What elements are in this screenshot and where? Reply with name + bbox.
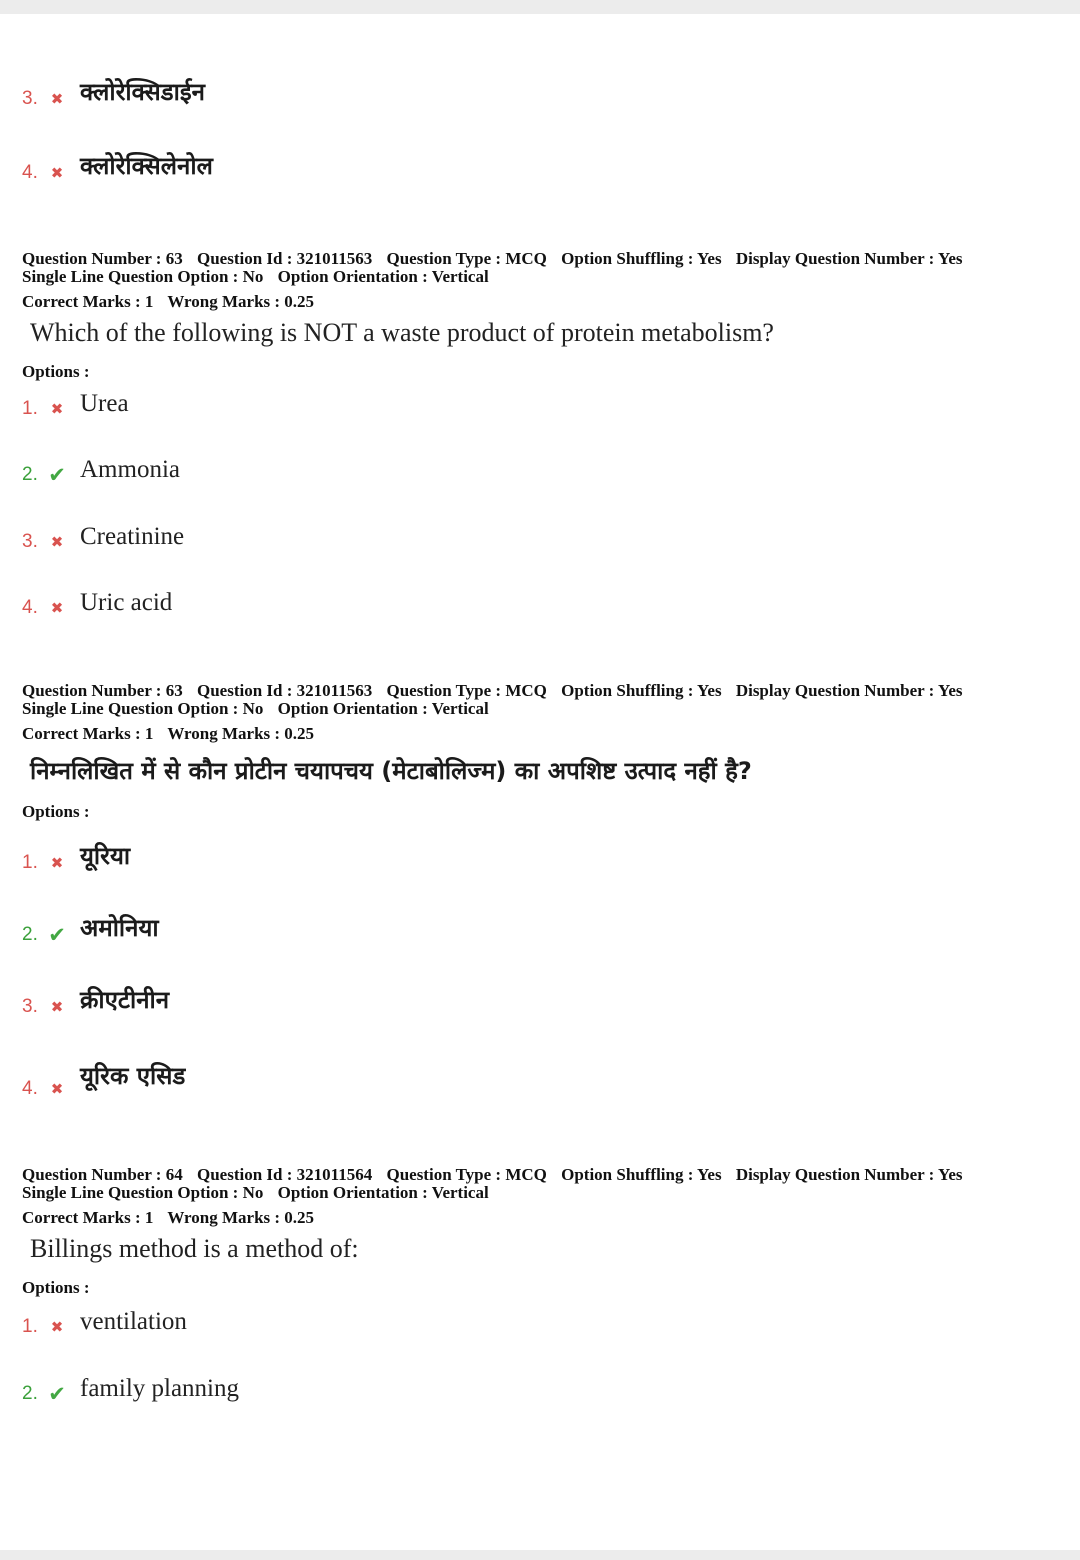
option-shuffling: Option Shuffling : Yes (561, 681, 722, 700)
display-question-number: Display Question Number : Yes (735, 249, 963, 268)
option-text: Urea (80, 390, 129, 417)
cross-icon: ✖ (50, 599, 64, 617)
question-text: Billings method is a method of: (30, 1234, 359, 1263)
options-label: Options : (22, 802, 90, 821)
option-number: 4. (22, 1078, 38, 1099)
option-text: यूरिक एसिड (80, 1062, 186, 1090)
option-number: 2. (22, 924, 38, 945)
question-number: Question Number : 63 (22, 249, 183, 268)
option-orientation: Option Orientation : Vertical (277, 267, 489, 286)
cross-icon: ✖ (50, 1318, 64, 1336)
option-orientation: Option Orientation : Vertical (277, 699, 489, 718)
question-text: निम्नलिखित में से कौन प्रोटीन चयापचय (मेटाबोलिज्म) का अपशिष्ट उत्पाद नहीं है? (30, 757, 752, 785)
wrong-marks: Wrong Marks : 0.25 (167, 724, 315, 743)
wrong-marks: Wrong Marks : 0.25 (167, 1208, 315, 1227)
question-type: Question Type : MCQ (386, 1165, 547, 1184)
option-text: ventilation (80, 1308, 187, 1335)
question-text: Which of the following is NOT a waste product of protein metabolism? (30, 318, 774, 347)
option-number: 3. (22, 88, 38, 109)
option-number: 1. (22, 398, 38, 419)
question-id: Question Id : 321011563 (196, 681, 373, 700)
options-label: Options : (22, 362, 90, 381)
bottom-edge (0, 1550, 1080, 1560)
question-number: Question Number : 63 (22, 681, 183, 700)
cross-icon: ✖ (50, 533, 64, 551)
option-shuffling: Option Shuffling : Yes (561, 1165, 722, 1184)
question-meta (22, 1166, 1062, 1227)
option-text: क्लोरेक्सिडाईन (80, 78, 205, 106)
question-id: Question Id : 321011563 (196, 249, 373, 268)
check-icon: ✔ (48, 463, 66, 487)
option-text: क्लोरेक्सिलेनोल (80, 152, 213, 180)
cross-icon: ✖ (50, 854, 64, 872)
option-text: family planning (80, 1375, 239, 1402)
option-number: 2. (22, 464, 38, 485)
option-text: यूरिया (80, 842, 131, 870)
top-edge (0, 0, 1080, 14)
question-type: Question Type : MCQ (386, 681, 547, 700)
question-number: Question Number : 64 (22, 1165, 183, 1184)
option-text: क्रीएटीनीन (80, 986, 170, 1014)
question-id: Question Id : 321011564 (196, 1165, 373, 1184)
cross-icon: ✖ (50, 400, 64, 418)
display-question-number: Display Question Number : Yes (735, 681, 963, 700)
cross-icon: ✖ (50, 998, 64, 1016)
cross-icon: ✖ (50, 164, 64, 182)
option-text: Uric acid (80, 589, 173, 616)
option-text: अमोनिया (80, 914, 159, 942)
display-question-number: Display Question Number : Yes (735, 1165, 963, 1184)
correct-marks: Correct Marks : 1 (22, 1208, 154, 1227)
wrong-marks: Wrong Marks : 0.25 (167, 292, 315, 311)
option-text: Ammonia (80, 456, 180, 483)
cross-icon: ✖ (50, 1080, 64, 1098)
single-line-option: Single Line Question Option : No (22, 1183, 264, 1202)
option-number: 2. (22, 1383, 38, 1404)
option-number: 1. (22, 1316, 38, 1337)
option-orientation: Option Orientation : Vertical (277, 1183, 489, 1202)
option-text: Creatinine (80, 523, 185, 550)
option-number: 1. (22, 852, 38, 873)
cross-icon: ✖ (50, 90, 64, 108)
check-icon: ✔ (48, 1382, 66, 1406)
check-icon: ✔ (48, 923, 66, 947)
question-meta (22, 682, 1062, 743)
option-shuffling: Option Shuffling : Yes (561, 249, 722, 268)
options-label: Options : (22, 1278, 90, 1297)
option-number: 4. (22, 162, 38, 183)
option-number: 4. (22, 597, 38, 618)
correct-marks: Correct Marks : 1 (22, 292, 154, 311)
single-line-option: Single Line Question Option : No (22, 699, 264, 718)
correct-marks: Correct Marks : 1 (22, 724, 154, 743)
single-line-option: Single Line Question Option : No (22, 267, 264, 286)
question-type: Question Type : MCQ (386, 249, 547, 268)
option-number: 3. (22, 996, 38, 1017)
question-meta (22, 250, 1062, 311)
option-number: 3. (22, 531, 38, 552)
